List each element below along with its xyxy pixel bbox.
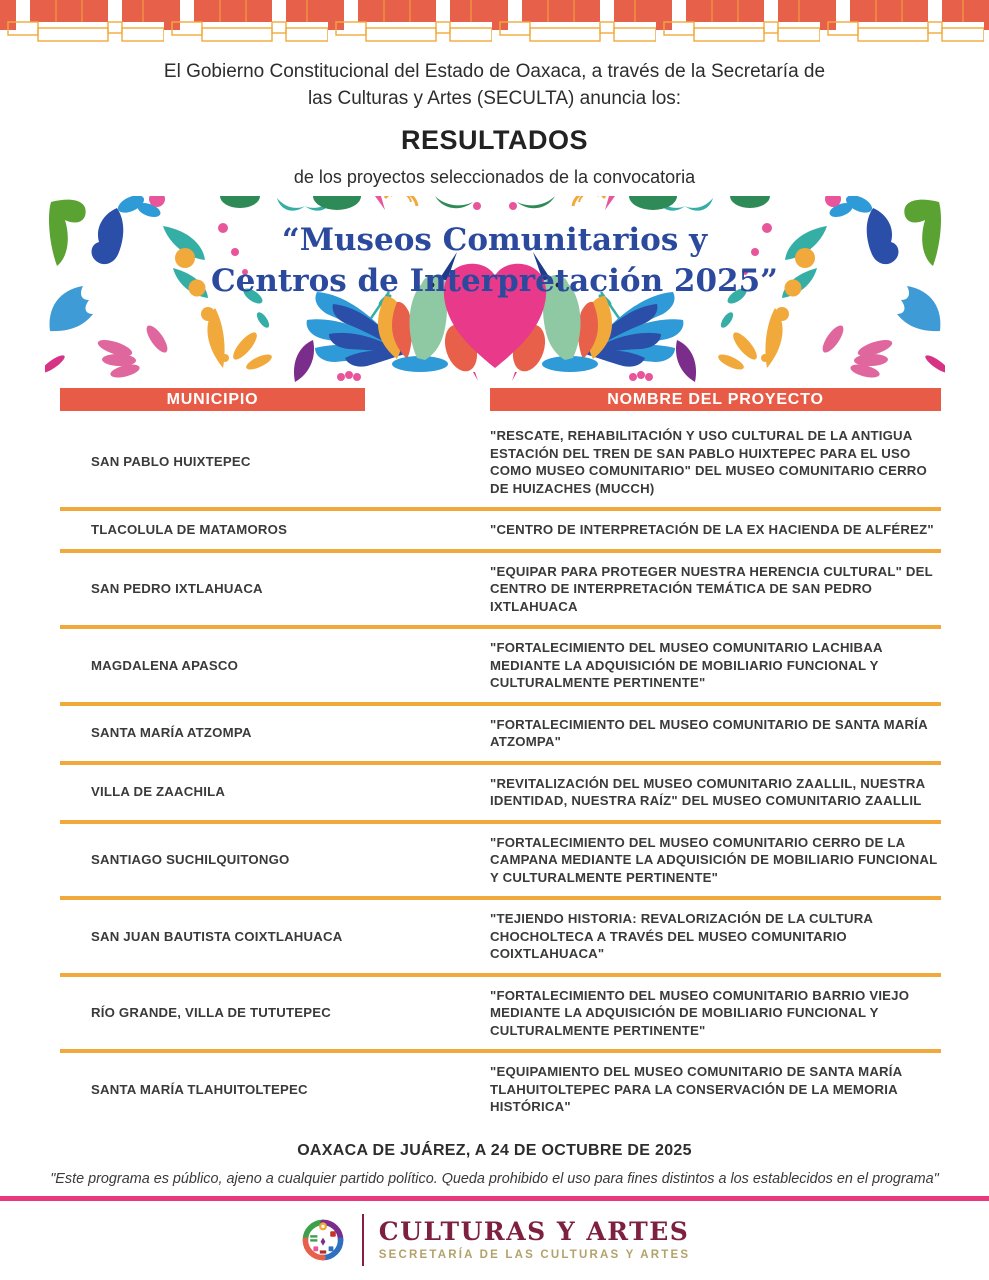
intro-text <box>0 58 989 112</box>
proyecto-cell: "TEJIENDO HISTORIA: REVALORIZACIÓN DE LA CULTURA CHOCHOLTECA A TRAVÉS DEL MUSEO COMUNITARIO COIXTLAHUACA" <box>490 911 873 961</box>
municipio-cell: VILLA DE ZAACHILA <box>91 784 226 800</box>
municipio-cell: SAN PEDRO IXTLAHUACA <box>91 581 263 596</box>
table-header <box>60 388 941 411</box>
table-row <box>60 765 941 820</box>
table-row <box>60 900 941 973</box>
table-row <box>60 977 941 1050</box>
brand-title: CULTURAS Y ARTES <box>378 1217 690 1246</box>
banner-title <box>45 220 945 302</box>
table-row <box>60 706 941 761</box>
proyecto-cell: "RESCATE, REHABILITACIÓN Y USO CULTURAL DE LA ANTIGUA ESTACIÓN DEL TREN DE SAN PABLO HUIXTEPEC PARA EL USO COMO MUSEO COMUNITARIO" DEL MUSEO COMUNITARIO CERRO DE HUIZACHES (MUCCH) <box>490 428 927 496</box>
intro-line-1: El Gobierno Constitucional del Estado de Oaxaca, a través de la Secretaría de <box>163 61 826 82</box>
proyecto-cell: "REVITALIZACIÓN DEL MUSEO COMUNITARIO ZAALLIL, NUESTRA IDENTIDAD, NUESTRA RAÍZ" DEL MUSEO COMUNITARIO ZAALLIL <box>490 775 925 808</box>
municipio-cell: TLACOLULA DE MATAMOROS <box>91 522 288 537</box>
table-body <box>60 417 941 1126</box>
table-row <box>60 1053 941 1126</box>
municipio-cell: MAGDALENA APASCO <box>91 657 239 673</box>
brand-subtitle: SECRETARÍA DE LAS CULTURAS Y ARTES <box>378 1249 691 1261</box>
accent-line <box>0 1196 989 1201</box>
column-header-municipio: MUNICIPIO <box>60 388 365 411</box>
proyecto-cell: "FORTALECIMIENTO DEL MUSEO COMUNITARIO CERRO DE LA CAMPANA MEDIANTE LA ADQUISICIÓN DE MOBILIARIO FUNCIONAL Y CULTURALMENTE PERTINENTE" <box>490 834 938 885</box>
municipio-cell: SANTA MARÍA ATZOMPA <box>91 725 252 741</box>
proyecto-cell: "CENTRO DE INTERPRETACIÓN DE LA EX HACIENDA DE ALFÉREZ" <box>490 522 934 537</box>
proyecto-cell: "FORTALECIMIENTO DEL MUSEO COMUNITARIO LACHIBAA MEDIANTE LA ADQUISICIÓN DE MOBILIARIO FUNCIONAL Y CULTURALMENTE PERTINENTE" <box>490 640 883 690</box>
table-row <box>60 553 941 626</box>
proyecto-cell: "FORTALECIMIENTO DEL MUSEO COMUNITARIO DE SANTA MARÍA ATZOMPA" <box>490 716 928 749</box>
greca-border-pattern-icon <box>0 0 989 42</box>
intro-line-2: las Culturas y Artes (SECULTA) anuncia los: <box>307 88 682 109</box>
proyecto-cell: "EQUIPAMIENTO DEL MUSEO COMUNITARIO DE SANTA MARÍA TLAHUITOLTEPEC PARA LA CONSERVACIÓN DE LA MEMORIA HISTÓRICA" <box>490 1064 902 1114</box>
table-row <box>60 417 941 507</box>
disclaimer: "Este programa es público, ajeno a cualquier partido político. Queda prohibido el uso para fines distintos a los establecidos en el programa" <box>50 1170 939 1187</box>
banner-title-line-2: Centros de Interpretación 2025” <box>210 263 779 299</box>
municipio-cell: SANTA MARÍA TLAHUITOLTEPEC <box>91 1081 308 1097</box>
results-table <box>60 388 941 1126</box>
table-row <box>60 511 941 549</box>
proyecto-cell: "FORTALECIMIENTO DEL MUSEO COMUNITARIO BARRIO VIEJO MEDIANTE LA ADQUISICIÓN DE MOBILIARIO FUNCIONAL Y CULTURALMENTE PERTINENTE" <box>490 987 910 1038</box>
seculta-logo-icon <box>299 1216 347 1264</box>
footer-brand <box>0 1214 989 1266</box>
banner <box>45 196 945 382</box>
banner-title-line-1: “Museos Comunitarios y <box>281 222 708 258</box>
municipio-cell: SAN PABLO HUIXTEPEC <box>91 454 251 470</box>
date-line: OAXACA DE JUÁREZ, A 24 DE OCTUBRE DE 2025 <box>297 1141 692 1159</box>
proyecto-cell: "EQUIPAR PARA PROTEGER NUESTRA HERENCIA CULTURAL" DEL CENTRO DE INTERPRETACIÓN TEMÁTICA DE SAN PEDRO IXTLAHUACA <box>490 563 933 614</box>
subtitle: de los proyectos seleccionados de la convocatoria <box>293 167 696 187</box>
municipio-cell: SANTIAGO SUCHILQUITONGO <box>91 852 290 867</box>
results-title: RESULTADOS <box>401 125 588 155</box>
brand-divider <box>362 1214 364 1266</box>
table-row <box>60 629 941 702</box>
column-header-proyecto: NOMBRE DEL PROYECTO <box>490 388 941 411</box>
municipio-cell: SAN JUAN BAUTISTA COIXTLAHUACA <box>91 928 343 944</box>
table-row <box>60 824 941 897</box>
brand-text <box>379 1218 690 1261</box>
municipio-cell: RÍO GRANDE, VILLA DE TUTUTEPEC <box>91 1005 331 1020</box>
